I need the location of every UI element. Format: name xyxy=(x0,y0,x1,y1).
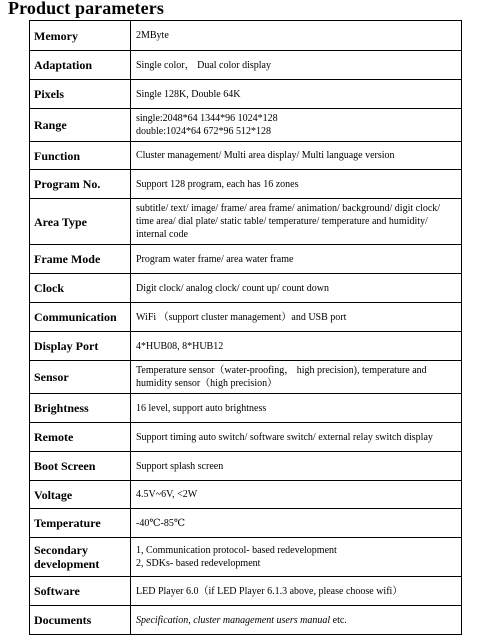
secondary-dev-line-2: 2, SDKs- based redevelopment xyxy=(136,558,261,569)
param-label-documents: Documents xyxy=(30,606,131,635)
param-value-brightness: 16 level, support auto brightness xyxy=(131,394,462,423)
documents-italic-text: Specification, cluster management users manual xyxy=(136,614,331,626)
table-row xyxy=(30,170,462,199)
param-label-pixels: Pixels xyxy=(30,80,131,109)
param-value-software: LED Player 6.0（if LED Player 6.1.3 above, please choose wifi） xyxy=(131,577,462,606)
param-value-boot-screen: Support splash screen xyxy=(131,452,462,481)
param-label-sensor: Sensor xyxy=(30,361,131,394)
param-label-temperature: Temperature xyxy=(30,509,131,538)
table-row xyxy=(30,577,462,606)
param-value-range xyxy=(131,109,462,142)
param-label-memory: Memory xyxy=(30,21,131,51)
param-value-display-port: 4*HUB08, 8*HUB12 xyxy=(131,332,462,361)
param-label-display-port: Display Port xyxy=(30,332,131,361)
param-label-adaptation: Adaptation xyxy=(30,51,131,80)
table-row xyxy=(30,142,462,170)
table-row xyxy=(30,332,462,361)
param-value-temperature: -40℃-85℃ xyxy=(131,509,462,538)
param-value-clock: Digit clock/ analog clock/ count up/ count down xyxy=(131,274,462,303)
table-row xyxy=(30,538,462,577)
param-label-program-no: Program No. xyxy=(30,170,131,199)
param-value-secondary-development xyxy=(131,538,462,577)
table-row xyxy=(30,80,462,109)
param-label-frame-mode: Frame Mode xyxy=(30,245,131,274)
table-row xyxy=(30,274,462,303)
param-value-area-type: subtitle/ text/ image/ frame/ area frame/ animation/ background/ digit clock/ time area/ dial plate/ static table/ temperature/ temperature and humidity/ internal code xyxy=(131,199,462,245)
param-value-program-no: Support 128 program, each has 16 zones xyxy=(131,170,462,199)
param-value-documents xyxy=(131,606,462,635)
table-row xyxy=(30,245,462,274)
param-value-pixels: Single 128K, Double 64K xyxy=(131,80,462,109)
param-label-secondary-development: Secondary development xyxy=(30,538,131,577)
documents-suffix-text: etc. xyxy=(330,614,347,626)
param-value-frame-mode: Program water frame/ area water frame xyxy=(131,245,462,274)
product-parameters-table xyxy=(29,20,462,635)
range-line-single: single:2048*64 1344*96 1024*128 xyxy=(136,113,278,124)
table-row xyxy=(30,423,462,452)
param-label-remote: Remote xyxy=(30,423,131,452)
param-label-software: Software xyxy=(30,577,131,606)
param-label-area-type: Area Type xyxy=(30,199,131,245)
param-label-brightness: Brightness xyxy=(30,394,131,423)
table-row xyxy=(30,199,462,245)
page-title: Product parameters xyxy=(8,0,164,18)
param-label-boot-screen: Boot Screen xyxy=(30,452,131,481)
table-row xyxy=(30,303,462,332)
param-value-communication: WiFi （support cluster management）and USB port xyxy=(131,303,462,332)
param-value-memory: 2MByte xyxy=(131,21,462,51)
secondary-dev-line-1: 1, Communication protocol- based redevelopment xyxy=(136,545,337,556)
table-row xyxy=(30,361,462,394)
table-row xyxy=(30,394,462,423)
param-label-function: Function xyxy=(30,142,131,170)
table-row xyxy=(30,452,462,481)
param-label-voltage: Voltage xyxy=(30,481,131,509)
param-label-communication: Communication xyxy=(30,303,131,332)
table-row xyxy=(30,109,462,142)
table-row xyxy=(30,606,462,635)
param-value-sensor: Temperature sensor（water-proofing， high precision), temperature and humidity sensor（high precision） xyxy=(131,361,462,394)
range-line-double: double:1024*64 672*96 512*128 xyxy=(136,126,271,137)
param-value-adaptation: Single color， Dual color display xyxy=(131,51,462,80)
param-value-function: Cluster management/ Multi area display/ Multi language version xyxy=(131,142,462,170)
table-row xyxy=(30,21,462,51)
table-row xyxy=(30,481,462,509)
param-value-voltage: 4.5V~6V, <2W xyxy=(131,481,462,509)
param-label-range: Range xyxy=(30,109,131,142)
table-row xyxy=(30,51,462,80)
table-row xyxy=(30,509,462,538)
param-label-clock: Clock xyxy=(30,274,131,303)
param-value-remote: Support timing auto switch/ software switch/ external relay switch display xyxy=(131,423,462,452)
